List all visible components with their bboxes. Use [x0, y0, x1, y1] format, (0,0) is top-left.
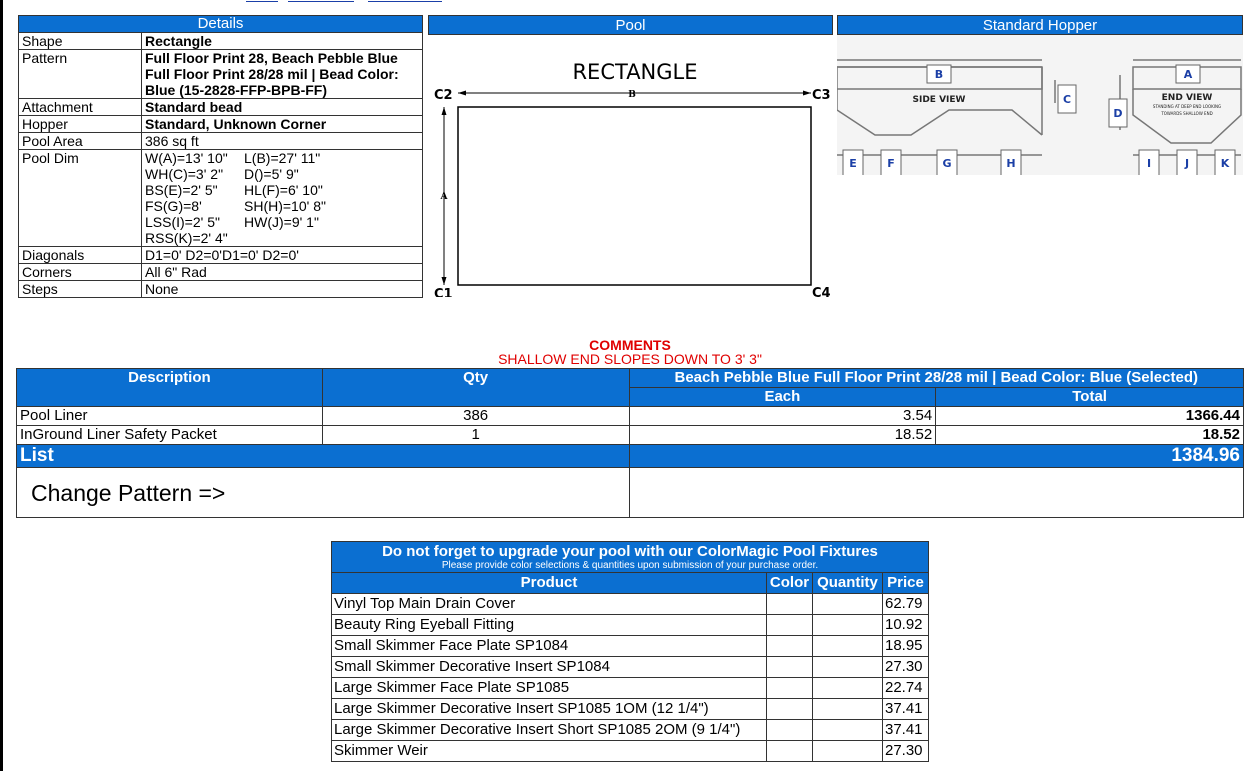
item-each: 3.54	[629, 407, 936, 426]
top-link-1[interactable]	[246, 0, 278, 2]
fixture-color-input[interactable]	[767, 699, 813, 720]
fixture-color-input[interactable]	[767, 615, 813, 636]
window-left-border	[0, 0, 3, 771]
dim-line	[145, 166, 419, 182]
col-fixture-quantity: Quantity	[813, 573, 883, 594]
detail-label: Steps	[19, 281, 142, 298]
dim-value: WH(C)=3' 2"	[145, 166, 224, 182]
hopper-letter-d: D	[1113, 107, 1123, 120]
fixture-product: Beauty Ring Eyeball Fitting	[332, 615, 767, 636]
comments-title: COMMENTS	[589, 337, 671, 353]
details-header: Details	[19, 16, 423, 33]
fixture-color-input[interactable]	[767, 741, 813, 762]
col-fixture-color: Color	[767, 573, 813, 594]
dim-value: W(A)=13' 10"	[145, 150, 228, 166]
fixture-product: Large Skimmer Decorative Insert Short SP1085 2OM (9 1/4")	[332, 720, 767, 741]
pool-outline	[458, 107, 811, 285]
end-view-note: TOWARDS SHALLOW END	[1161, 111, 1213, 116]
label-b: B	[628, 90, 636, 100]
table-row	[332, 720, 929, 741]
detail-value: All 6" Rad	[142, 264, 423, 281]
fixture-price: 22.74	[882, 678, 928, 699]
dim-line	[145, 214, 419, 230]
dim-value: HL(F)=6' 10"	[244, 182, 323, 198]
detail-row-pool-dim	[19, 150, 423, 247]
fixture-color-input[interactable]	[767, 657, 813, 678]
table-row	[17, 426, 1244, 445]
fixture-product: Large Skimmer Face Plate SP1085	[332, 678, 767, 699]
col-qty: Qty	[322, 369, 629, 407]
item-description: InGround Liner Safety Packet	[17, 426, 323, 445]
fixture-quantity-input[interactable]	[813, 720, 883, 741]
hopper-letter-e: E	[849, 157, 857, 170]
table-row	[332, 678, 929, 699]
fixture-price: 18.95	[882, 636, 928, 657]
fixture-quantity-input[interactable]	[813, 594, 883, 615]
table-row	[332, 594, 929, 615]
dim-line	[145, 150, 419, 166]
item-total: 18.52	[936, 426, 1244, 445]
label-a: A	[440, 192, 448, 202]
fixture-price: 27.30	[882, 657, 928, 678]
detail-value: 386 sq ft	[142, 133, 423, 150]
dim-value: BS(E)=2' 5"	[145, 182, 218, 198]
arrow-up-icon	[442, 107, 447, 115]
dim-value: RSS(K)=2' 4"	[145, 230, 228, 246]
corner-c3: C3	[812, 88, 831, 103]
hopper-panel	[837, 15, 1243, 175]
dim-line	[145, 198, 419, 214]
hopper-letter-i: I	[1146, 157, 1152, 170]
pool-panel	[428, 15, 833, 297]
fixtures-subtitle: Please provide color selections & quantities upon submission of your purchase order.	[441, 560, 819, 571]
table-row	[17, 407, 1244, 426]
arrow-down-icon	[442, 277, 447, 285]
fixture-color-input[interactable]	[767, 636, 813, 657]
detail-label: Pattern	[19, 50, 142, 99]
end-view-label: END VIEW	[1161, 93, 1213, 103]
corner-c2: C2	[434, 88, 453, 103]
fixture-price: 37.41	[882, 720, 928, 741]
fixture-price: 10.92	[882, 615, 928, 636]
table-row	[332, 657, 929, 678]
dim-value: L(B)=27' 11"	[244, 150, 321, 166]
fixture-color-input[interactable]	[767, 594, 813, 615]
detail-value: Full Floor Print 28, Beach Pebble Blue Full Floor Print 28/28 mil | Bead Color: Blue (15-2828-FFP-BPB-FF)	[142, 50, 423, 99]
col-fixture-price: Price	[882, 573, 928, 594]
hopper-diagram	[837, 35, 1243, 175]
item-total: 1366.44	[936, 407, 1244, 426]
detail-label: Pool Area	[19, 133, 142, 150]
order-table	[16, 368, 1244, 518]
dim-value: D()=5' 9"	[244, 166, 299, 182]
fixture-product: Skimmer Weir	[332, 741, 767, 762]
hopper-letter-g: G	[942, 157, 952, 170]
detail-row-pattern	[19, 50, 423, 99]
detail-row-diagonals	[19, 247, 423, 264]
top-link-3[interactable]	[368, 0, 442, 2]
hopper-letter-h: H	[1006, 157, 1016, 170]
detail-row-steps	[19, 281, 423, 298]
list-total: 1384.96	[629, 445, 1244, 468]
fixture-product: Small Skimmer Decorative Insert SP1084	[332, 657, 767, 678]
fixtures-title: Do not forget to upgrade your pool with our ColorMagic Pool Fixtures	[382, 543, 878, 560]
details-table	[18, 15, 423, 298]
fixture-quantity-input[interactable]	[813, 741, 883, 762]
shape-title: RECTANGLE	[572, 60, 698, 84]
empty-cell	[629, 468, 1244, 518]
hopper-header: Standard Hopper	[837, 15, 1243, 35]
comments-section	[0, 338, 1260, 366]
col-fixture-product: Product	[332, 573, 767, 594]
arrow-right-icon	[803, 91, 811, 96]
pool-shape-diagram	[428, 35, 833, 297]
detail-row-attachment	[19, 99, 423, 116]
hopper-letter-j: J	[1184, 157, 1190, 170]
fixture-color-input[interactable]	[767, 678, 813, 699]
item-qty: 386	[322, 407, 629, 426]
end-view-note: STANDING AT DEEP END LOOKING	[1152, 104, 1222, 109]
fixture-price: 37.41	[882, 699, 928, 720]
table-row	[332, 699, 929, 720]
col-total: Total	[936, 388, 1244, 407]
pool-dim-values	[142, 150, 423, 247]
col-each: Each	[629, 388, 936, 407]
arrow-left-icon	[458, 91, 466, 96]
dim-line	[145, 182, 419, 198]
item-qty: 1	[322, 426, 629, 445]
fixture-quantity-input[interactable]	[813, 636, 883, 657]
side-view-label: SIDE VIEW	[912, 95, 966, 105]
hopper-letter-a: A	[1183, 68, 1193, 81]
fixture-price: 62.79	[882, 594, 928, 615]
hopper-letter-f: F	[887, 157, 895, 170]
detail-row-corners	[19, 264, 423, 281]
detail-value: D1=0' D2=0'D1=0' D2=0'	[142, 247, 423, 264]
detail-value: Rectangle	[142, 33, 423, 50]
fixtures-table	[331, 541, 929, 762]
detail-row-shape	[19, 33, 423, 50]
detail-label: Shape	[19, 33, 142, 50]
table-row	[332, 615, 929, 636]
fixture-color-input[interactable]	[767, 720, 813, 741]
corner-c4: C4	[812, 286, 831, 297]
fixture-quantity-input[interactable]	[813, 699, 883, 720]
hopper-letter-k: K	[1220, 157, 1230, 170]
detail-label: Attachment	[19, 99, 142, 116]
col-description: Description	[17, 369, 323, 407]
fixture-product: Large Skimmer Decorative Insert SP1085 1OM (12 1/4")	[332, 699, 767, 720]
change-pattern-row	[17, 468, 1244, 518]
list-total-row	[17, 445, 1244, 468]
table-row	[332, 741, 929, 762]
dim-line	[145, 230, 419, 246]
detail-label: Corners	[19, 264, 142, 281]
fixture-quantity-input[interactable]	[813, 678, 883, 699]
list-label: List	[17, 445, 630, 468]
top-link-2[interactable]	[288, 0, 354, 2]
fixture-quantity-input[interactable]	[813, 615, 883, 636]
dim-value: SH(H)=10' 8"	[244, 198, 326, 214]
detail-row-hopper	[19, 116, 423, 133]
detail-value: None	[142, 281, 423, 298]
hopper-letter-c: C	[1062, 93, 1072, 106]
dim-value: HW(J)=9' 1"	[244, 214, 319, 230]
pool-header: Pool	[428, 15, 833, 35]
fixture-product: Vinyl Top Main Drain Cover	[332, 594, 767, 615]
item-description: Pool Liner	[17, 407, 323, 426]
change-pattern-link[interactable]: Change Pattern =>	[17, 468, 630, 518]
fixtures-banner	[332, 542, 929, 573]
detail-label: Hopper	[19, 116, 142, 133]
detail-label: Pool Dim	[19, 150, 142, 247]
detail-value: Standard bead	[142, 99, 423, 116]
fixture-quantity-input[interactable]	[813, 657, 883, 678]
detail-row-pool-area	[19, 133, 423, 150]
col-product: Beach Pebble Blue Full Floor Print 28/28 mil | Bead Color: Blue (Selected)	[629, 369, 1244, 388]
detail-label: Diagonals	[19, 247, 142, 264]
table-row	[332, 636, 929, 657]
comments-text: SHALLOW END SLOPES DOWN TO 3' 3"	[498, 351, 762, 367]
dim-value: LSS(I)=2' 5"	[145, 214, 220, 230]
corner-c1: C1	[434, 287, 453, 297]
hopper-letter-b: B	[934, 68, 944, 81]
dim-value: FS(G)=8'	[145, 198, 202, 214]
fixture-product: Small Skimmer Face Plate SP1084	[332, 636, 767, 657]
item-each: 18.52	[629, 426, 936, 445]
detail-value: Standard, Unknown Corner	[142, 116, 423, 133]
fixture-price: 27.30	[882, 741, 928, 762]
